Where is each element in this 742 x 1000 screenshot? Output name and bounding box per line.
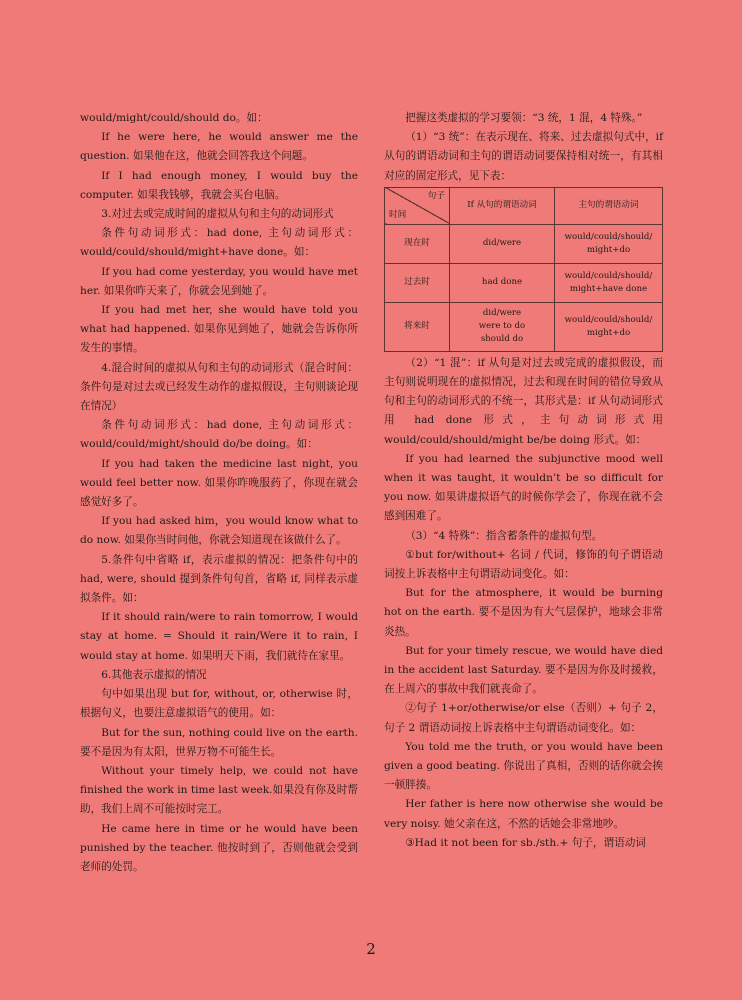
paragraph: （3）“4 特殊”：指含蓄条件的虚拟句型。 [405,529,603,542]
right-intro [384,109,663,186]
cell-line: might+do [586,327,631,338]
main-clause-cell [555,302,663,351]
right-body [384,354,663,853]
header-if-clause: If 从句的谓语动词 [450,187,555,224]
cell-line: had done [481,277,523,288]
paragraph: You told me the truth, or you would have been given a good beating. 你说出了真相，否则的话你就会挨一顿胖揍。 [384,740,663,792]
if-clause-cell [450,302,555,351]
table-row [385,302,663,351]
paragraph: But for the sun, nothing could live on the earth. 要不是因为有太阳，世界万物不可能生长。 [80,726,358,758]
paragraph: If you had come yesterday, you would have met her. 如果你昨天来了，你就会见到她了。 [80,265,358,297]
cell-line: would/could/should/ [564,231,653,242]
if-clause-cell [450,263,555,302]
corner-label-time: 时间 [389,209,407,220]
cell-line: would/could/should/ [564,270,653,281]
main-clause-cell [555,224,663,263]
paragraph: 5.条件句中省略 if，表示虚拟的情况：把条件句中的 had, were, should 提到条件句句首，省略 if, 同样表示虚拟条件。如： [80,553,358,605]
paragraph: If I had enough money, I would buy the computer. 如果我钱够，我就会买台电脑。 [80,169,358,201]
cell-line: might+have done [569,283,648,294]
paragraph: If you had met her, she would have told you what had happened. 如果你见到她了，她就会告诉你所发生的事情。 [80,304,358,355]
left-column [80,109,358,877]
header-main-clause: 主句的谓语动词 [555,187,663,224]
if-clause-cell [450,224,555,263]
paragraph: If you had learned the subjunctive mood well when it was taught, it wouldn’t be so difficult for you now. 如果讲虚拟语气的时候你学会了，你现在就不会感到困难了。 [384,452,663,523]
paragraph: Her father is here now otherwise she would be very noisy. 她父亲在这，不然的话她会非常地吵。 [384,798,663,830]
cell-line: might+do [586,244,631,255]
paragraph: 条件句动词形式：had done, 主句动词形式：would/could/should/might+have done。如： [80,227,358,259]
paragraph: ③Had it not been for sb./sth.+ 句子，谓语动词 [405,836,646,849]
paragraph: If you had taken the medicine last night, you would feel better now. 如果你昨晚服药了，你现在就会感觉好多了。 [80,457,358,509]
row-label: 现在时 [385,224,450,263]
page-number: 2 [366,940,376,958]
corner-label-sentence: 句子 [427,190,445,201]
paragraph: would/might/could/should do。如： [80,112,268,124]
cell-line: should do [480,334,524,345]
cell-line: did/were [482,308,522,319]
cell-line: would/could/should/ [564,314,653,325]
paragraph: （1）“3 统”：在表示现在、将来、过去虚拟句式中，if 从句的谓语动词和主句的谓语动词要保持相对统一，有其相对应的固定形式，见下表： [384,131,663,182]
cell-line: were to do [478,321,526,332]
row-label: 将来时 [385,302,450,351]
paragraph: 句中如果出现 but for, without, or, otherwise 时，根据句义，也要注意虚拟语气的使用。如： [80,688,358,720]
right-column [384,109,663,853]
paragraph: 6.其他表示虚拟的情况 [101,668,207,681]
paragraph: Without your timely help, we could not have finished the work in time last week.如果没有你及时帮助，我们上周不可能按时完工。 [80,764,358,816]
paragraph: If you had asked him，you would know what to do now. 如果你当时问他，你就会知道现在该做什么了。 [80,515,358,547]
table-corner-cell [385,187,450,224]
table-row [385,263,663,302]
paragraph: If it should rain/were to rain tomorrow, I would stay at home. = Should it rain/Were it to rain, I would stay at home. 如果明天下雨，我们就待在家里。 [80,611,358,662]
paragraph: 把握这类虚拟的学习要领：“3 统，1 混，4 特殊。” [405,112,643,124]
subjunctive-table [384,187,663,352]
paragraph: But for your timely rescue, we would have died in the accident last Saturday. 要不是因为你及时援救，在上周六的事故中我们就丧命了。 [384,644,663,696]
row-label: 过去时 [385,263,450,302]
paragraph: ②句子 1+or/otherwise/or else（否则）+ 句子 2，句子 2 谓语动词按上诉表格中主句谓语动词变化。如： [384,702,663,734]
table-header-row [385,187,663,224]
paragraph: 4.混合时间的虚拟从句和主句的动词形式（混合时间：条件句是对过去或已经发生动作的虚拟假设，主句则谈论现在情况） [80,361,358,413]
table-row [385,224,663,263]
cell-line: did/were [482,238,522,249]
paragraph: He came here in time or he would have been punished by the teacher. 他按时到了，否则他就会受到老师的处罚。 [80,822,358,873]
paragraph: 3.对过去或完成时间的虚拟从句和主句的动词形式 [101,208,334,221]
paragraph: 条件句动词形式：had done, 主句动词形式：would/could/might/should do/be doing。如： [80,419,358,451]
paragraph: ①but for/without+ 名词 / 代词，修饰的句子谓语动词按上诉表格中主句谓语动词变化。如： [384,548,663,581]
paragraph: If he were here, he would answer me the question. 如果他在这，他就会回答我这个问题。 [80,131,358,163]
main-clause-cell [555,263,663,302]
paragraph: But for the atmosphere, it would be burning hot on the earth. 要不是因为有大气层保护，地球会非常炎热。 [384,587,663,638]
paragraph: （2）“1 混”：if 从句是对过去或完成的虚拟假设，而主句则说明现在的虚拟情况，过去和现在时间的错位导致从句和主句的动词形式的不统一，其形式是：if 从句动词形式用 had done 形式，主句动词形式用 would/could/should/might be/be doing 形式。如： [384,356,663,446]
